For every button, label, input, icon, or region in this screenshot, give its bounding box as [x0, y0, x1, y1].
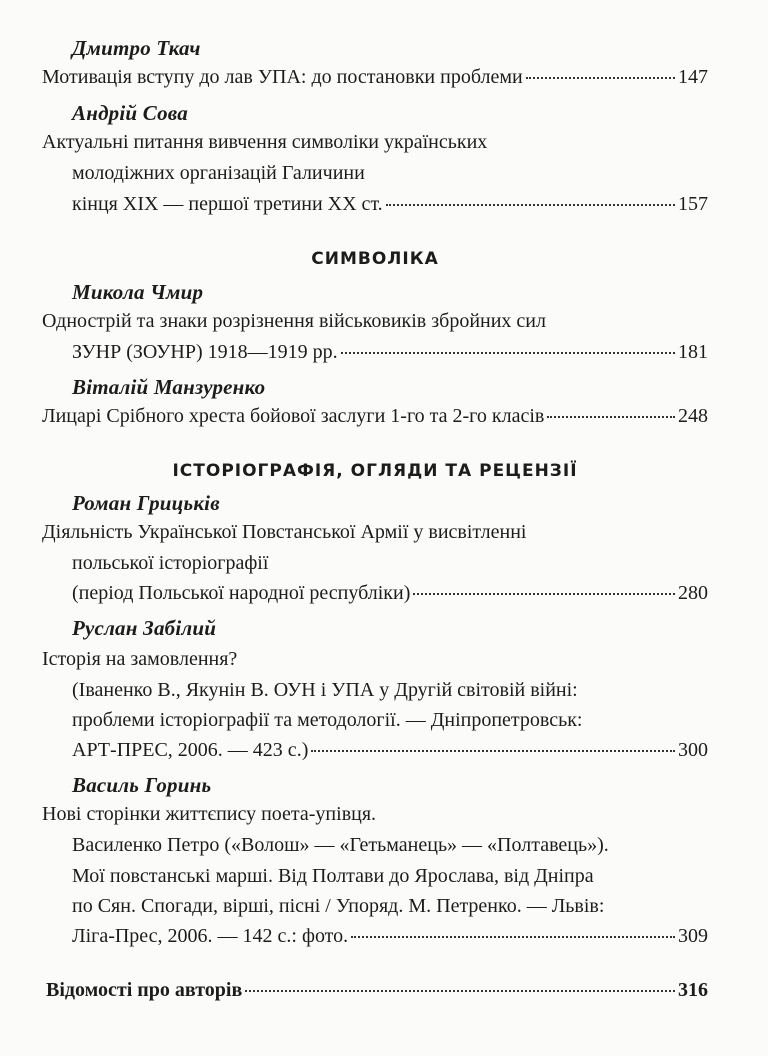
author-name: Микола Чмир	[72, 280, 204, 304]
entry-title: Відомості про авторів	[46, 979, 243, 1001]
section-heading: СИМВОЛІКА	[311, 249, 439, 269]
toc-entry[interactable]	[72, 925, 708, 948]
page-number: 157	[678, 193, 708, 215]
entry-title-line	[72, 834, 708, 857]
author-name: Андрій Сова	[72, 101, 188, 125]
toc-entry-authors[interactable]	[46, 979, 708, 1002]
author-name: Роман Грицьків	[72, 491, 220, 515]
entry-title-line	[72, 162, 708, 185]
toc-entry[interactable]	[42, 66, 708, 89]
entry-title-line	[72, 552, 708, 575]
entry-title: молодіжних організацій Галичини	[72, 162, 365, 184]
author-name: Дмитро Ткач	[72, 36, 201, 60]
entry-title: Василенко Петро («Волош» — «Гетьманець» — «Полтавець»).	[72, 834, 609, 856]
entry-title: по Сян. Спогади, вірші, пісні / Упоряд. М. Петренко. — Львів:	[72, 895, 605, 917]
entry-title: (Іваненко В., Якунін В. ОУН і УПА у Другій світовій війні:	[72, 679, 578, 701]
entry-title-line	[72, 895, 708, 918]
page-number: 309	[678, 925, 708, 947]
entry-title-line	[42, 648, 708, 671]
author-name: Василь Горинь	[72, 773, 212, 797]
leader-dots	[351, 936, 675, 938]
page-number: 300	[678, 739, 708, 761]
toc-entry[interactable]	[72, 193, 708, 216]
leader-dots	[547, 416, 675, 418]
entry-title: Ліга-Прес, 2006. — 142 с.: фото.	[72, 925, 349, 947]
leader-dots	[245, 990, 675, 992]
entry-title: Діяльність Української Повстанської Армії у висвітленні	[42, 521, 527, 543]
entry-title: польської історіографії	[72, 552, 269, 574]
toc-entry[interactable]	[42, 405, 708, 428]
entry-title-line	[42, 803, 708, 826]
page-number: 316	[678, 979, 708, 1001]
entry-title-line	[42, 521, 708, 544]
entry-title: ЗУНР (ЗОУНР) 1918—1919 рр.	[72, 341, 338, 363]
page-number: 280	[678, 582, 708, 604]
page-number: 248	[678, 405, 708, 427]
author-name: Віталій Манзуренко	[72, 375, 266, 399]
section-heading: ІСТОРІОГРАФІЯ, ОГЛЯДИ ТА РЕЦЕНЗІЇ	[172, 461, 578, 481]
entry-title-line	[72, 709, 708, 732]
page-number: 147	[678, 66, 708, 88]
entry-title: АРТ-ПРЕС, 2006. — 423 с.)	[72, 739, 309, 761]
entry-title: Історія на замовлення?	[42, 648, 238, 670]
entry-title-line	[42, 131, 708, 154]
entry-title: Мотивація вступу до лав УПА: до постановки проблеми	[42, 66, 523, 88]
page-number: 181	[678, 341, 708, 363]
toc-entry[interactable]	[72, 341, 708, 364]
entry-title: проблеми історіографії та методології. — Дніпропетровськ:	[72, 709, 583, 731]
entry-title: кінця XIX — першої третини XX ст.	[72, 193, 383, 215]
leader-dots	[526, 77, 675, 79]
leader-dots	[341, 352, 675, 354]
entry-title-line	[42, 310, 708, 333]
leader-dots	[413, 593, 675, 595]
entry-title-line	[72, 679, 708, 702]
entry-title: Актуальні питання вивчення символіки українських	[42, 131, 488, 153]
table-of-contents	[42, 0, 708, 1056]
entry-title: Однострій та знаки розрізнення військовиків збройних сил	[42, 310, 546, 332]
entry-title: Нові сторінки життєпису поета-упівця.	[42, 803, 377, 825]
leader-dots	[311, 750, 675, 752]
leader-dots	[386, 204, 675, 206]
toc-entry[interactable]	[72, 582, 708, 605]
entry-title-line	[72, 865, 708, 888]
author-name: Руслан Забілий	[72, 616, 217, 640]
entry-title: Лицарі Срібного хреста бойової заслуги 1-го та 2-го класів	[42, 405, 545, 427]
toc-entry[interactable]	[72, 739, 708, 762]
entry-title: (період Польської народної республіки)	[72, 582, 411, 604]
entry-title: Мої повстанські марші. Від Полтави до Ярослава, від Дніпра	[72, 865, 594, 887]
